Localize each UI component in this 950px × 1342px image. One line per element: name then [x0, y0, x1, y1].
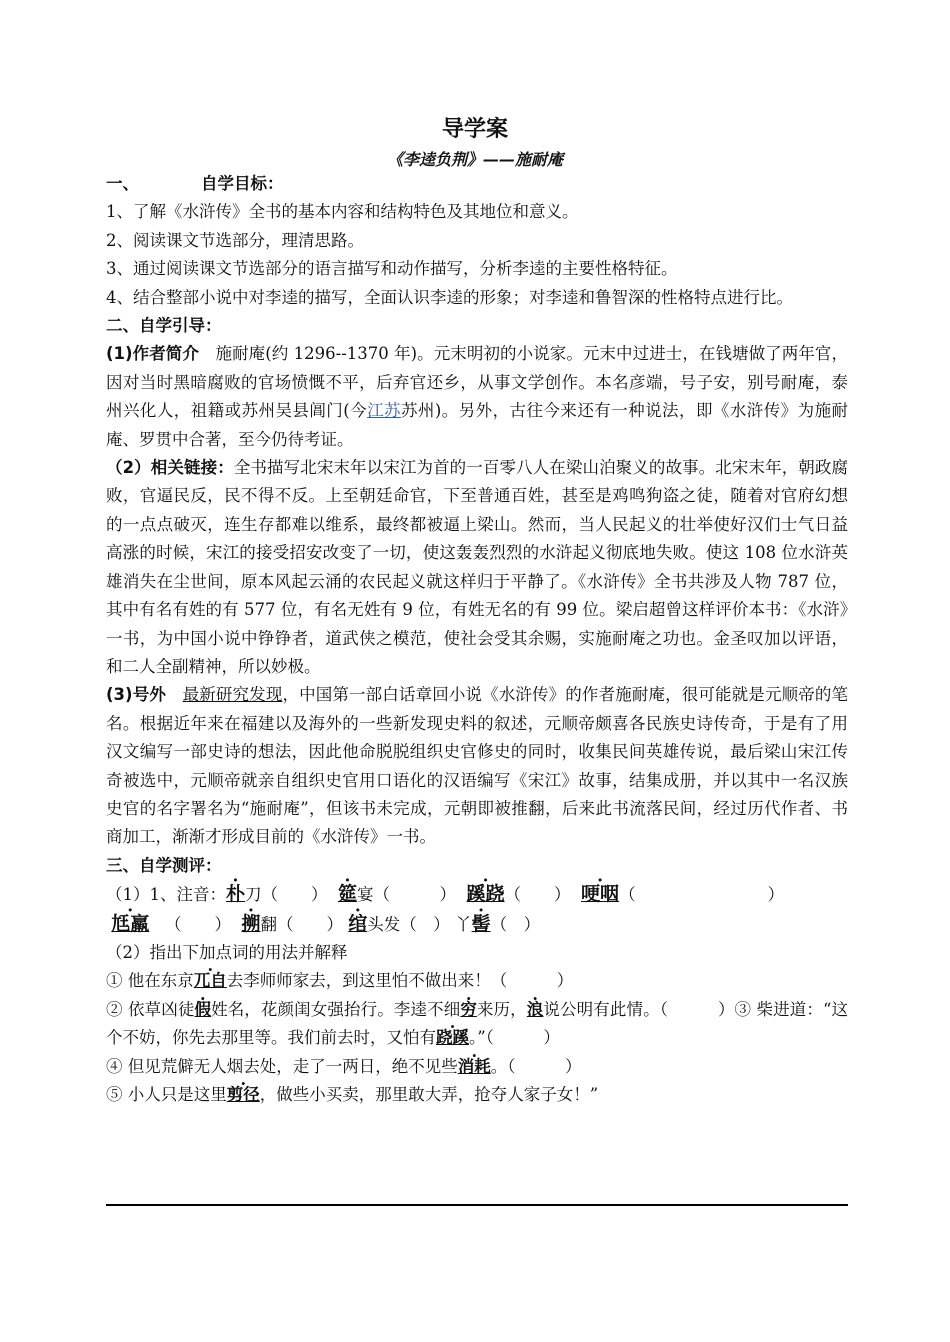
page-title: 导学案	[441, 117, 508, 142]
pinyin-word: 髻	[471, 912, 491, 935]
pinyin-word: 筵	[338, 883, 358, 906]
pinyin-word: 尪羸	[111, 912, 150, 935]
section-1-heading: 一、 自学目标：	[106, 174, 284, 193]
document-body	[106, 170, 848, 1109]
extra-news-paragraph: (3)号外 最新研究发现，中国第一部白话章回小说《水浒传》的作者施耐庵，很可能就是元顺帝的笔名。根据近年来在福建以及海外的一些新发现史料的叙述，元顺帝颇喜各民族史诗传奇，于是有了用汉文编写一部史诗的想法，因此他命脱脱组织史官修史的同时，收集民间英雄传说，最后梁山宋江传奇被选中，元顺帝就亲自组织史官用口语化的汉语编写《宋江》故事，结集成册，并以其中一名汉族史官的名字署名为“施耐庵”，但该书未完成，元朝即被推翻，后来此书流落民间，经过历代作者、书商加工，渐渐才形成目前的《水浒传》一书。	[106, 685, 848, 847]
pinyin-word: 蹊跷	[466, 883, 505, 906]
objective-item: 2、阅读课文节选部分，理清思路。	[106, 230, 364, 250]
exercise-line: ④ 但见荒僻无人烟去处，走了一两日，绝不见些消耗。（ ）	[106, 1056, 582, 1076]
pinyin-row-1: （1）1、注音：朴刀（ ） 筵宴（ ） 蹊跷（ ） 哽咽（ ）	[106, 883, 785, 906]
pinyin-word: 哽咽	[581, 883, 620, 906]
pinyin-row-2: 尪羸 （ ） 搠翻（ ） 绾头发（ ） 丫髻（ ）	[111, 912, 541, 935]
section-2-heading: 二、自学引导：	[106, 316, 222, 336]
author-intro-paragraph: (1)作者简介 施耐庵(约 1296--1370 年)。元末明初的小说家。元末中过进士，在钱塘做了两年官，因对当时黑暗腐败的官场愤慨不平，后弃官还乡，从事文学创作。本名彦端，号子安，别号耐庵，泰州兴化人，祖籍或苏州吴县阊门(今江苏苏州)。另外，古往今来还有一种说法，即《水浒传》为施耐庵、罗贯中合著，至今仍待考证。	[106, 344, 849, 449]
objective-item: 4、结合整部小说中对李逵的描写，全面认识李逵的形象；对李逵和鲁智深的性格特点进行比。	[106, 287, 793, 307]
pinyin-word: 绾	[348, 912, 368, 935]
jiangsu-link[interactable]: 江苏	[367, 401, 401, 421]
objective-item: 3、通过阅读课文节选部分的语言描写和动作描写，分析李逵的主要性格特征。	[106, 259, 678, 279]
pinyin-word: 丫	[455, 914, 472, 934]
page-subtitle: 《李逵负荆》——施耐庵	[386, 150, 563, 169]
exercise-line: ⑤ 小人只是这里剪径，做些小买卖，那里敢大弄，抢夺人家子女！”	[106, 1085, 599, 1104]
section-3-heading: 三、自学测评：	[106, 855, 222, 875]
question-2-heading: （2）指出下加点词的用法并解释	[106, 942, 348, 962]
pinyin-word: 搠	[241, 912, 261, 935]
exercise-line: ② 依草凶徒假姓名，花颜闺女强抬行。李逵不细穷来历，浪说公明有此情。（ ）③ 柴进道：“这个不妨，你先去那里等。我们前去时，又怕有跷蹊。”（ ）	[106, 999, 849, 1048]
bottom-divider	[106, 1204, 848, 1206]
exercise-line: ① 他在东京兀自去李师师家去，到这里怕不做出来！（ ）	[106, 971, 574, 991]
related-links-paragraph: （2）相关链接：全书描写北宋末年以宋江为首的一百零八人在梁山泊聚义的故事。北宋末年，朝政腐败，官逼民反，民不得不反。上至朝廷命官，下至普通百姓，甚至是鸡鸣狗盗之徒，随着对官府幻想的一点点破灭，连生存都难以维系，最终都被逼上梁山。然而，当人民起义的壮举使好汉们士气日益高涨的时候，宋江的接受招安改变了一切，使这轰轰烈烈的水浒起义彻底地失败。使这 108 位水浒英雄消失在尘世间，原本风起云涌的农民起义就这样归于平静了。《水浒传》全书共涉及人物 787 位，其中有名有姓的有 577 位，有名无姓有 9 位，有姓无名的有 99 位。梁启超曾这样评价本书：《水浒》一书，为中国小说中铮铮者，道武侠之模范，使社会受其余赐，实施耐庵之功也。金圣叹加以评语，和二人全副精神，所以妙极。	[106, 458, 849, 676]
pinyin-word: 朴	[226, 883, 246, 906]
objective-item: 1、了解《水浒传》全书的基本内容和结构特色及其地位和意义。	[106, 202, 579, 222]
